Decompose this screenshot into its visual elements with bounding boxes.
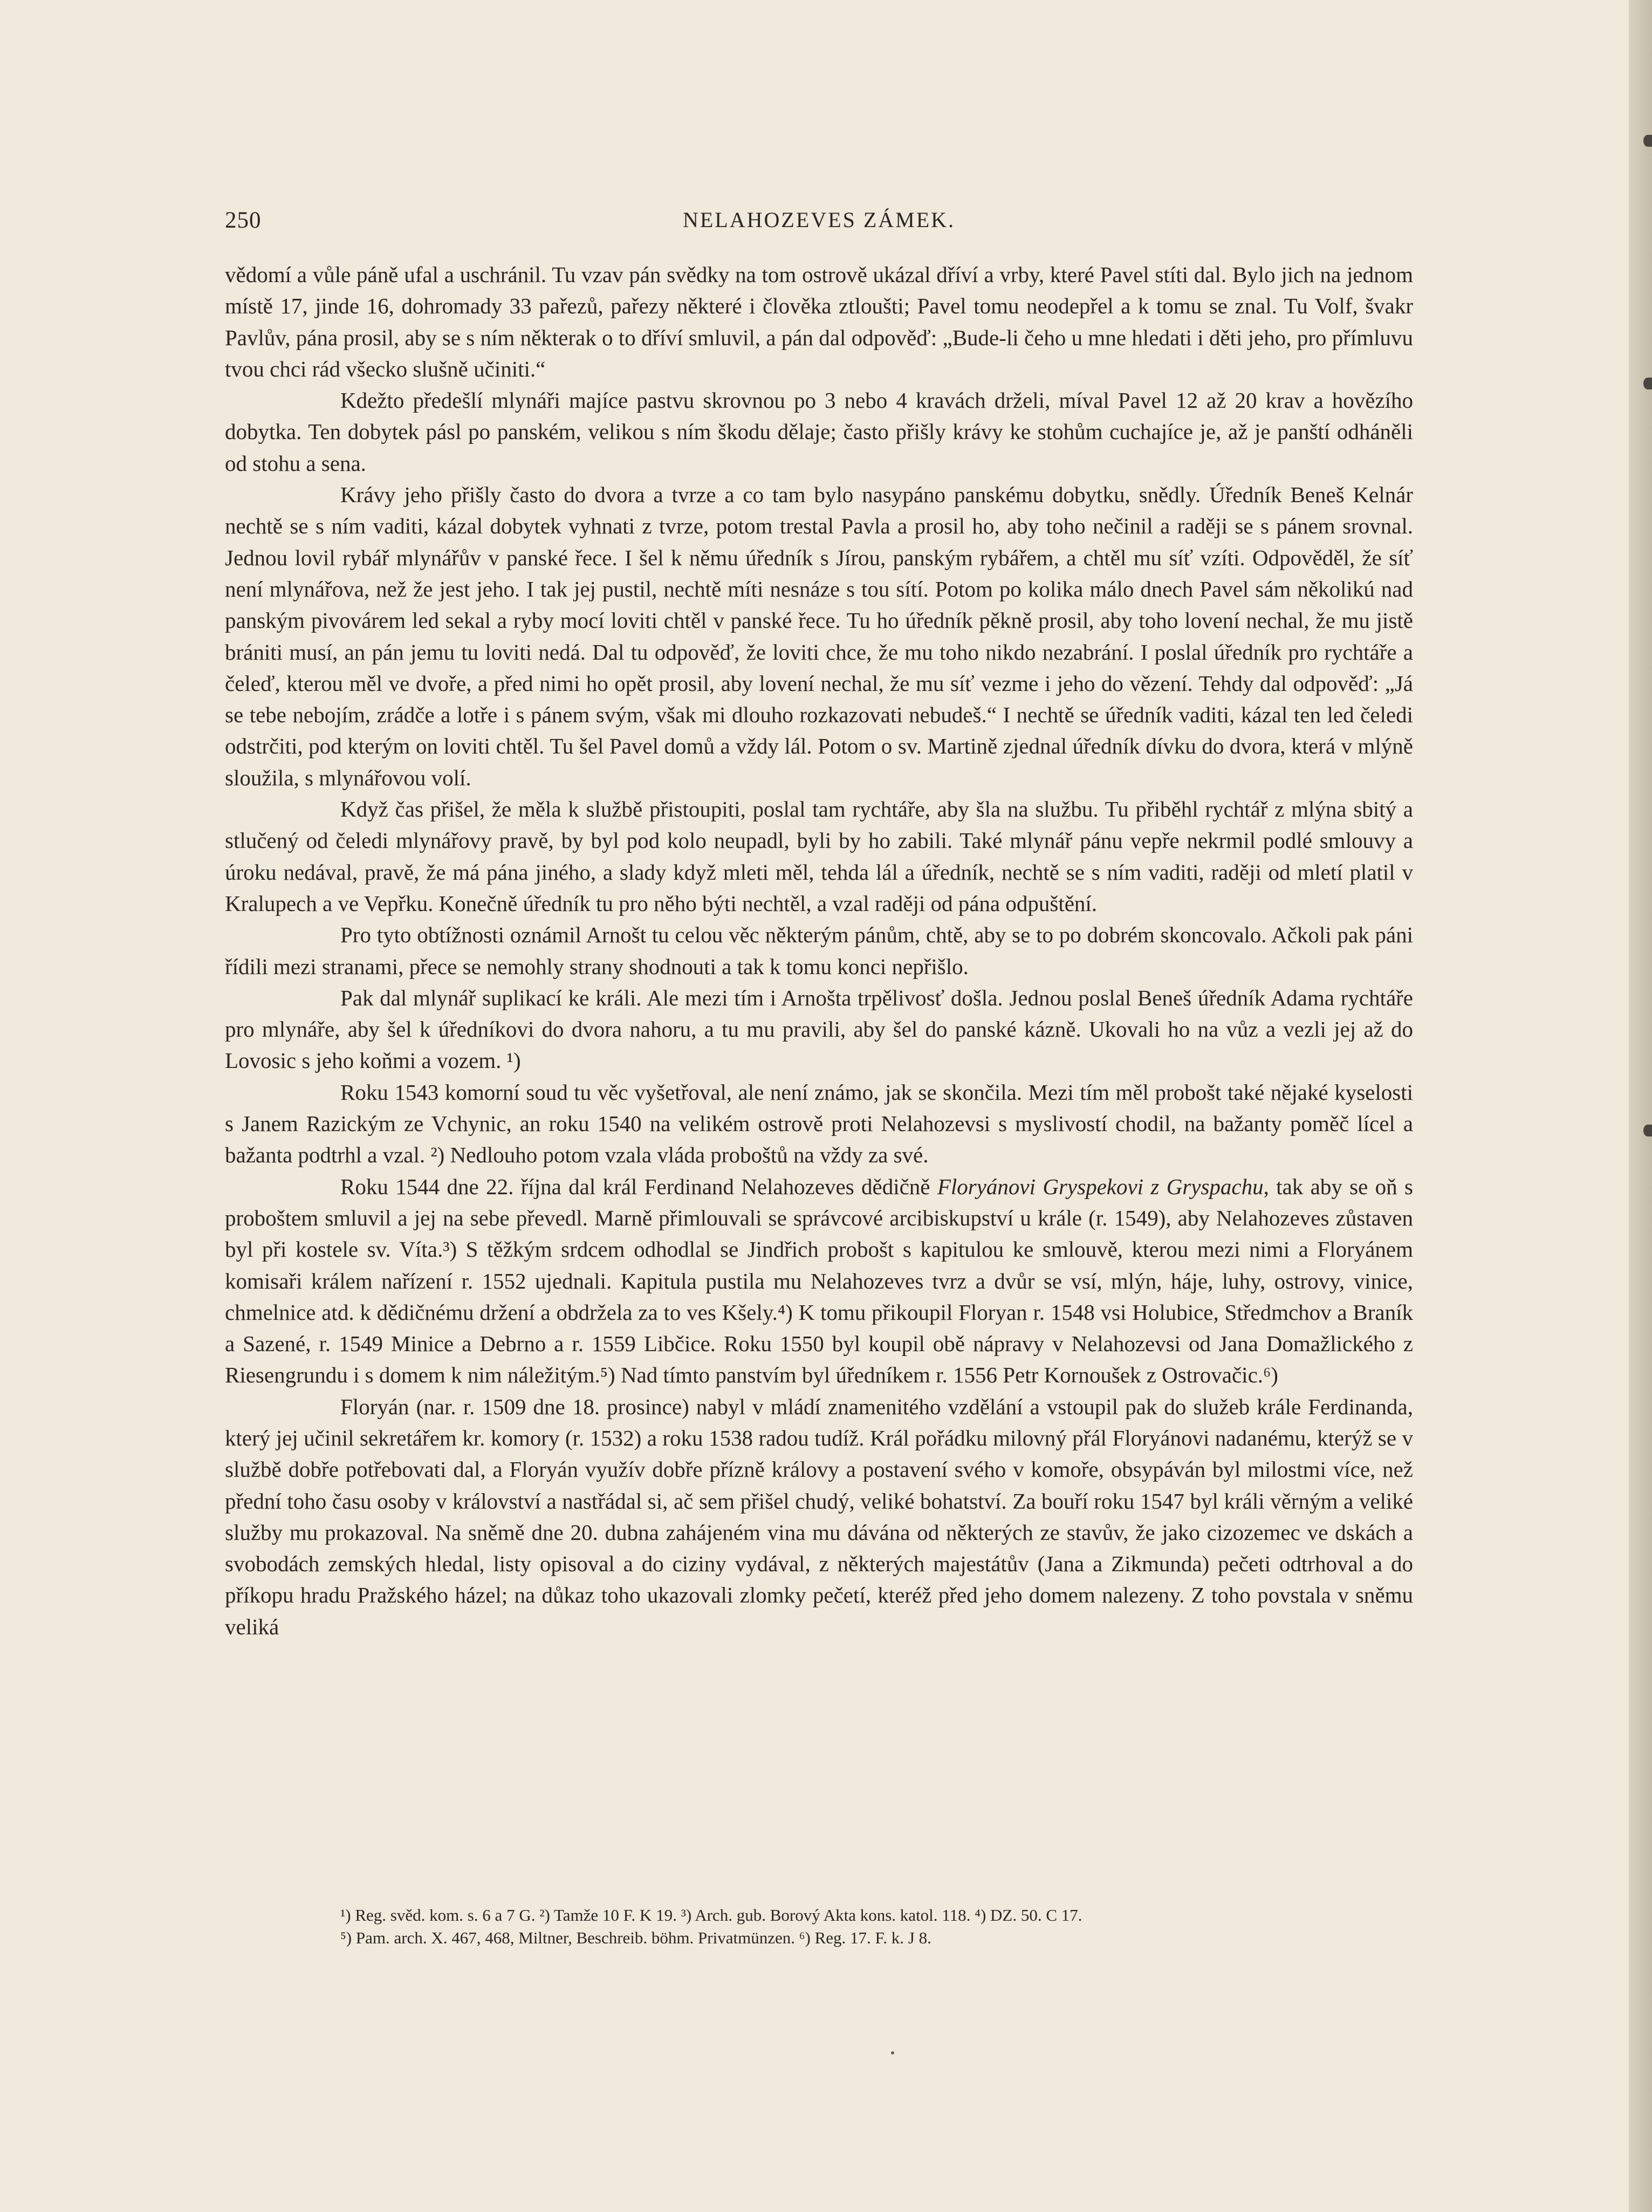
person-name-italic: Floryánovi Gryspekovi z Gryspachu xyxy=(937,1174,1264,1199)
body-text xyxy=(225,259,1413,1642)
edge-mark xyxy=(1643,378,1652,389)
paragraph-8 xyxy=(225,1171,1413,1391)
page-number: 250 xyxy=(225,208,262,233)
edge-mark xyxy=(1643,135,1652,147)
paragraph-2: Kdežto předešlí mlynáři majíce pastvu skrovnou po 3 nebo 4 kravách drželi, míval Pavel 12 až 20 krav a hovězího dobytka. Ten dobytek pásl po panském, velikou s ním škodu dělaje; často přišly krávy ke stohům cuchajíce je, až je panští odháněli od stohu a sena. xyxy=(225,388,1413,476)
paragraph-6: Pak dal mlynář suplikací ke králi. Ale mezi tím i Arnošta trpělivosť došla. Jednou poslal Beneš úředník Adama rychtáře pro mlynáře, aby šel k úředníkovi do dvora nahoru, a tu mu pravili, aby šel do panské kázně. Ukovali ho na vůz a vezli jej až do Lovosic s jeho koňmi a vozem. ¹) xyxy=(225,985,1413,1073)
paragraph-7: Roku 1543 komorní soud tu věc vyšetřoval, ale není známo, jak se skončila. Mezi tím měl probošt také nějaké kyselosti s Janem Razickým ze Vchynic, an roku 1540 na velikém ostrově proti Nelahozevsi s myslivostí chodil, na bažanty poměč lícel a bažanta podtrhl a vzal. ²) Nedlouho potom vzala vláda proboštů na vždy za své. xyxy=(225,1079,1413,1168)
footnotes xyxy=(225,1904,1413,1949)
footnote-line-2: ⁵) Pam. arch. X. 467, 468, Miltner, Beschreib. böhm. Privatmünzen. ⁶) Reg. 17. F. k. J 8. xyxy=(340,1928,931,1947)
paragraph-1: vědomí a vůle páně ufal a uschránil. Tu vzav pán svědky na tom ostrově ukázal dříví a vrby, které Pavel stíti dal. Bylo jich na jednom místě 17, jinde 16, dohromady 33 pařezů, pařezy některé i člověka ztloušti; Pavel tomu neodepřel a k tomu se znal. Tu Volf, švakr Pavlův, pána prosil, aby se s ním některak o to dříví smluvil, a pán dal odpověď: „Bude-li čeho u mne hledati i děti jeho, pro přímluvu tvou chci rád všecko slušně učiniti.“ xyxy=(225,262,1413,381)
running-title: NELAHOZEVES ZÁMEK. xyxy=(682,208,956,232)
paragraph-8-text-before: Roku 1544 dne 22. října dal král Ferdinand Nelahozeves dědičně xyxy=(340,1174,937,1199)
page-header xyxy=(225,207,1413,239)
paragraph-5: Pro tyto obtížnosti oznámil Arnošt tu celou věc některým pánům, chtě, aby se to po dobrém skoncovalo. Ačkoli pak páni řídili mezi stranami, přece se nemohly strany shodnouti a tak k tomu konci nepřišlo. xyxy=(225,922,1413,979)
paragraph-9: Floryán (nar. r. 1509 dne 18. prosince) nabyl v mládí znamenitého vzdělání a vstoupil pak do služeb krále Ferdinanda, který jej učinil sekretářem kr. komory (r. 1532) a roku 1538 radou tudíž. Král pořádku milovný přál Floryánovi nadanému, kterýž se v službě dobře potřebovati dal, a Floryán využív dobře přízně královy a postavení svého v komoře, obsypáván byl milostmi více, než přední toho času osoby v království a nastřádal si, ač sem přišel chudý, veliké bohatství. Za bouří roku 1547 byl králi věrným a veliké služby mu prokazoval. Na sněmě dne 20. dubna zahájeném vina mu dávána od některých ze stavův, že jako cizozemec ve dskách a svobodách zemských hledal, listy opisoval a do ciziny vydával, z některých majestátův (Jana a Zikmunda) pečeti odtrhoval a do příkopu hradu Pražského házel; na důkaz toho ukazovali zlomky pečetí, kteréž před jeho domem nalezeny. Z toho povstala v sněmu veliká xyxy=(225,1394,1413,1639)
page-edge xyxy=(1629,0,1652,2212)
footnote-line-1: ¹) Reg. svěd. kom. s. 6 a 7 G. ²) Tamže 10 F. K 19. ³) Arch. gub. Borový Akta kons. katol. 118. ⁴) DZ. 50. C 17. xyxy=(340,1906,1082,1925)
paragraph-8-text-after: , tak aby se oň s proboštem smluvil a jej na sebe převedl. Marně přimlouvali se správcové arcibiskupství u krále (r. 1549), aby Nelahozeves zůstaven byl při kostele sv. Víta.³) S těžkým srdcem odhodlal se Jindřich probošt s kapitulou ke smlouvě, kterou mezi nimi a Floryánem komisaři králem nařízení r. 1552 ujednali. Kapitula pustila mu Nelahozeves tvrz a dvůr se vsí, mlýn, háje, luhy, ostrovy, vinice, chmelnice atd. k dědičnému držení a obdržela za to ves Kšely.⁴) K tomu přikoupil Floryan r. 1548 vsi Holubice, Středmchov a Braník a Sazené, r. 1549 Minice a Debrno a r. 1559 Libčice. Roku 1550 byl koupil obě nápravy v Nelahozevsi od Jana Domažlického z Riesengrundu i s domem k nim náležitým.⁵) Nad tímto panstvím byl úředníkem r. 1556 Petr Kornoušek z Ostrovačic.⁶) xyxy=(225,1174,1413,1388)
paragraph-3: Krávy jeho přišly často do dvora a tvrze a co tam bylo nasypáno panskému dobytku, snědly. Úředník Beneš Kelnár nechtě se s ním vaditi, kázal dobytek vyhnati z tvrze, potom trestal Pavla a prosil ho, aby toho nečinil a raději se s pánem srovnal. Jednou lovil rybář mlynářův v panské řece. I šel k němu úředník s Jírou, panským rybářem, a chtěl mu síť vzíti. Odpověděl, že síť není mlynářova, než že jest jeho. I tak jej pustil, nechtě míti nesnáze s tou sítí. Potom po kolika málo dnech Pavel sám několikú nad panským pivovárem led sekal a ryby mocí loviti chtěl v panské řece. Tu ho úředník pěkně prosil, aby toho lovení nechal, že mu jistě brániti musí, an pán jemu tu loviti nedá. Dal tu odpověď, že loviti chce, že mu toho nikdo nezabrání. I poslal úředník pro rychtáře a čeleď, kterou měl ve dvoře, a před nimi ho opět prosil, aby lovení nechal, že mu síť vezme i jeho do vězení. Tehdy dal odpověď: „Já se tebe nebojím, zrádče a lotře i s pánem svým, však mi dlouho rozkazovati nebudeš.“ I nechtě se úředník vaditi, kázal ten led čeledi odstrčiti, pod kterým on loviti chtěl. Tu šel Pavel domů a vždy lál. Potom o sv. Martině zjednal úředník dívku do dvora, která v mlýně sloužila, s mlynářovou volí. xyxy=(225,482,1413,790)
edge-mark xyxy=(1643,1125,1652,1136)
paragraph-4: Když čas přišel, že měla k službě přistoupiti, poslal tam rychtáře, aby šla na službu. Tu přiběhl rychtář z mlýna sbitý a stlučený od čeledi mlynářovy pravě, by byl pod kolo neupadl, byli by ho zabili. Také mlynář pánu vepře nekrmil podlé smlouvy a úroku nedával, pravě, že má pána jiného, a slady když mleti měl, tehda lál a úředník, nechtě se s ním vaditi, raději od mletí platil v Kralupech a ve Vepřku. Konečně úředník tu pro něho býti nechtěl, a vzal raději od pána odpuštění. xyxy=(225,797,1413,916)
paper-speck xyxy=(891,2051,894,2055)
